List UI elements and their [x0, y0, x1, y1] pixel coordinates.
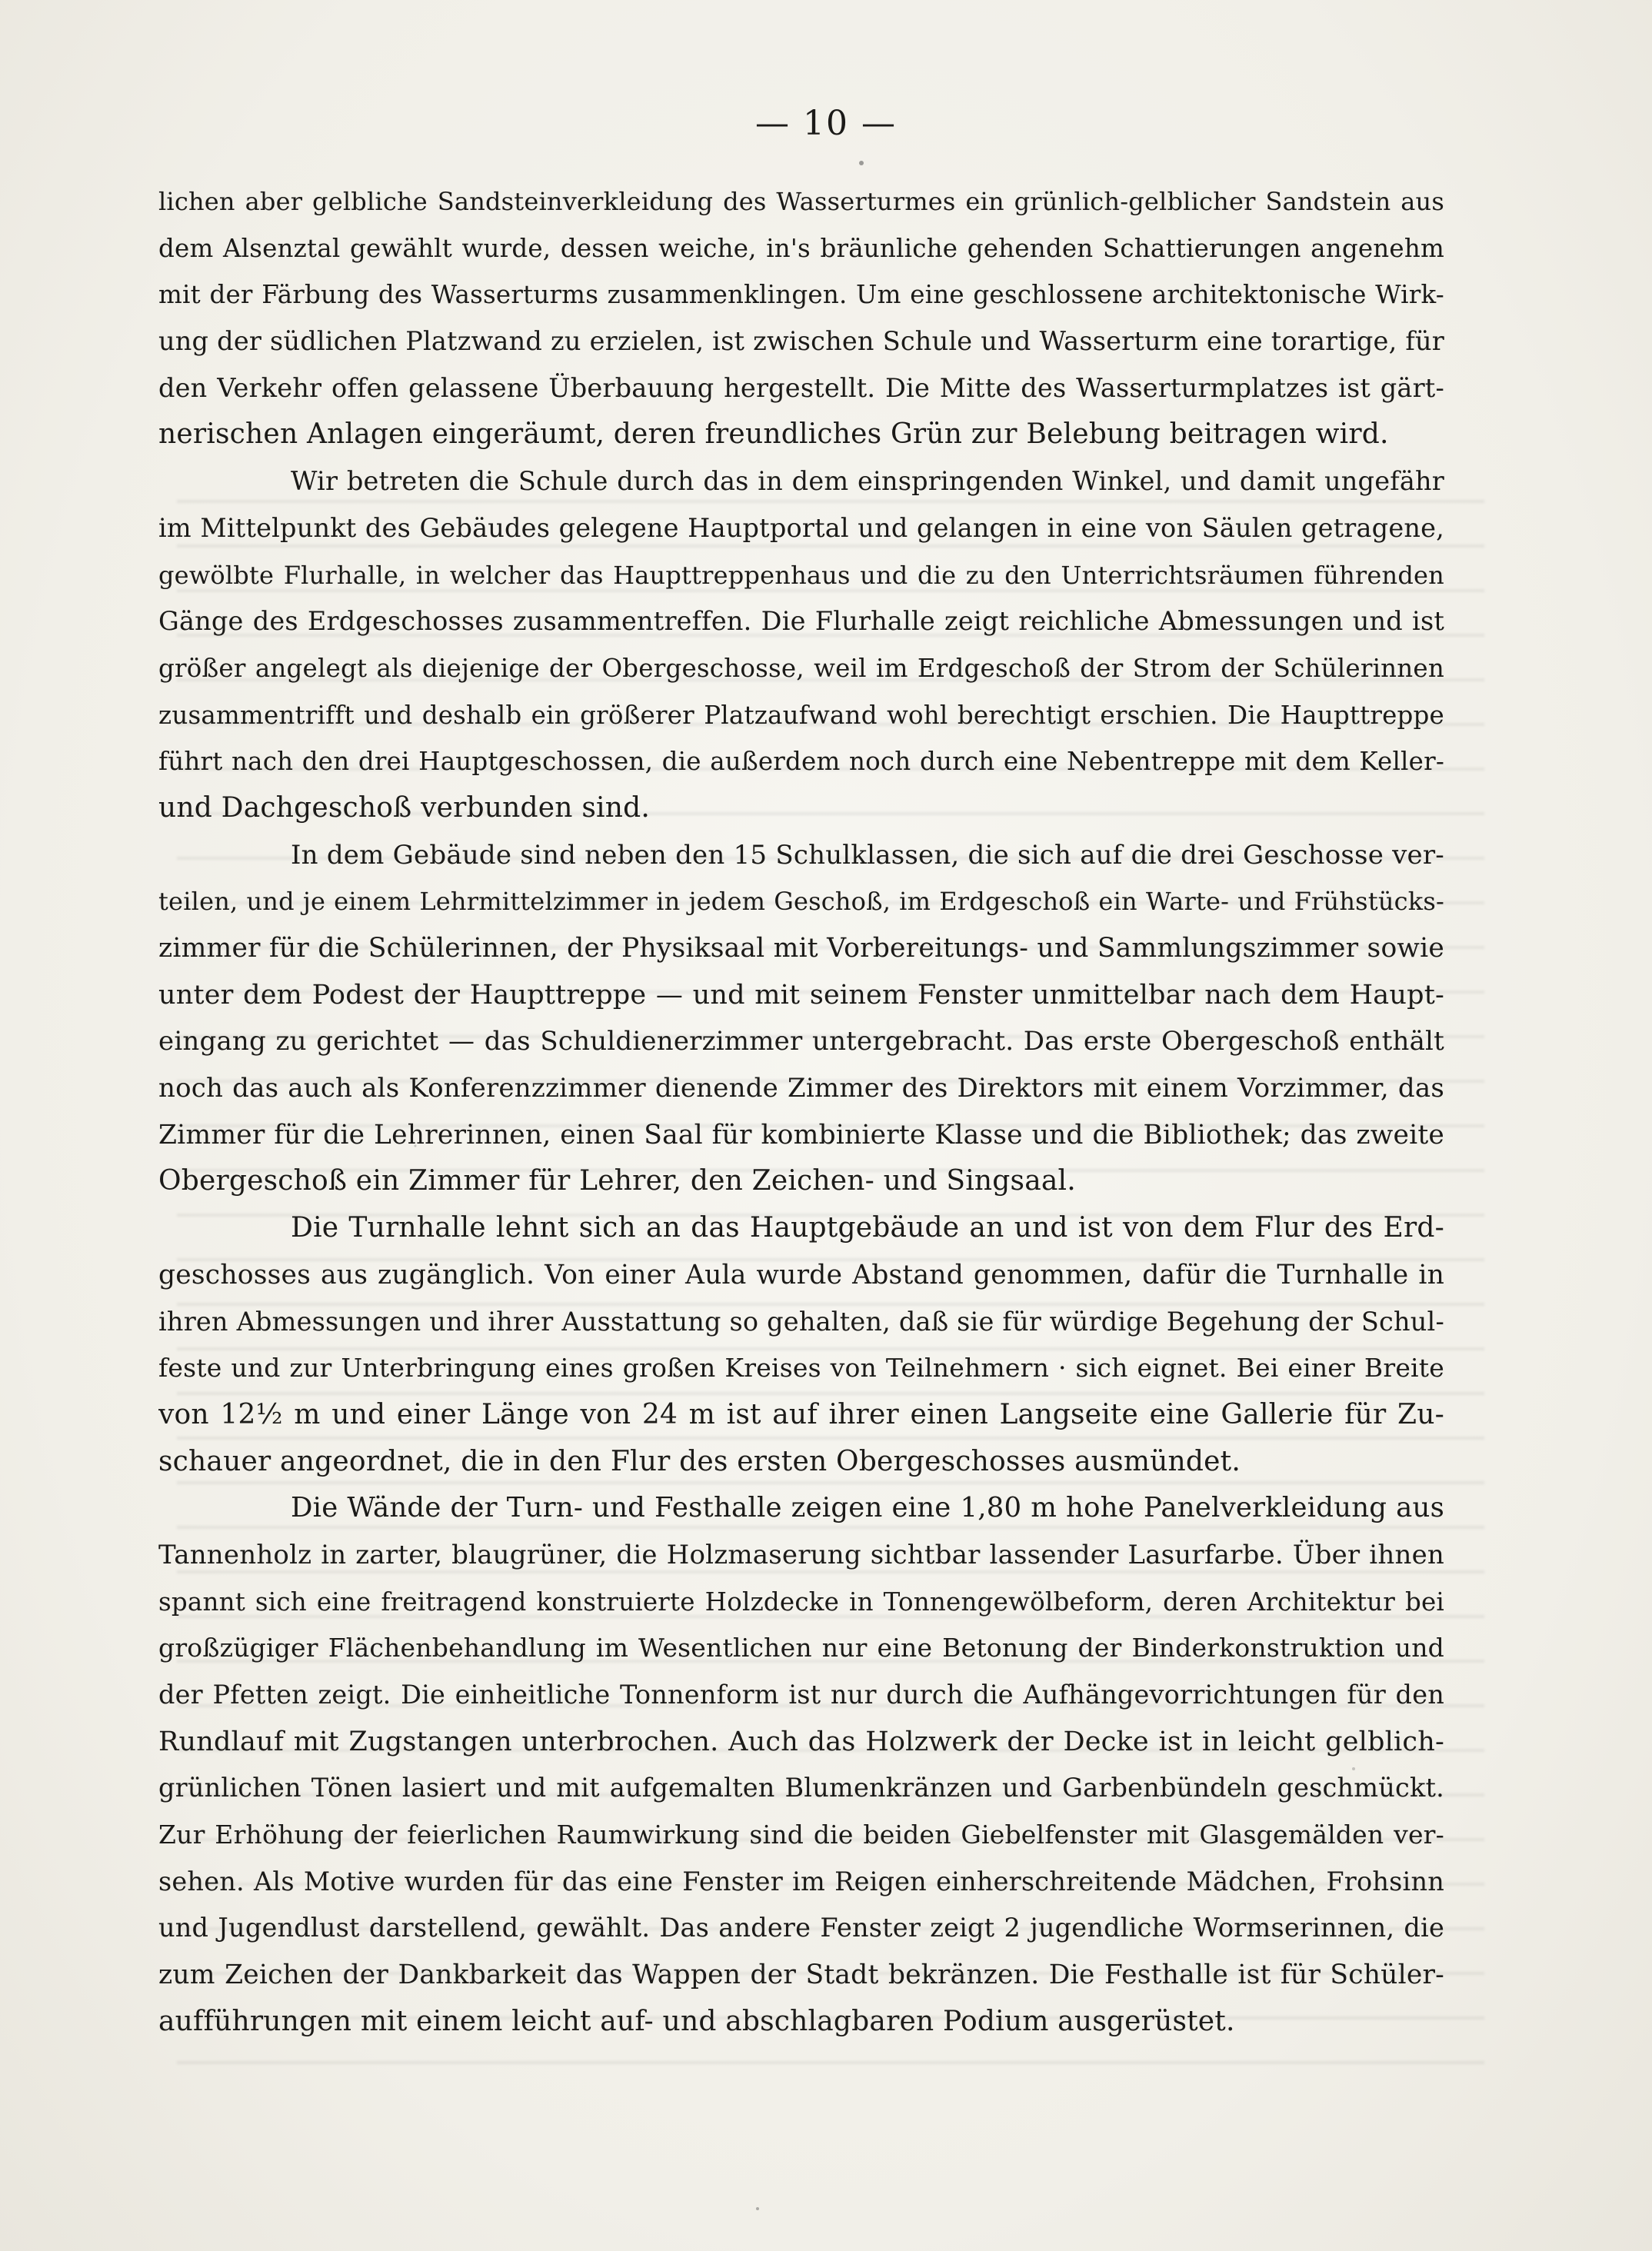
text-line: Obergeschoß ein Zimmer für Lehrer, den Zeichen- und Singsaal.	[158, 1165, 1076, 1197]
text-line: Tannenholz in zarter, blaugrüner, die Holzmaserung sichtbar lassender Lasurfarbe. Über ihnen	[158, 1539, 1444, 1570]
text-line: dem Alsenztal gewählt wurde, dessen weiche, in's bräunliche gehenden Schattierungen angenehm	[158, 233, 1444, 263]
text-line: zimmer für die Schülerinnen, der Physiksaal mit Vorbereitungs- und Sammlungszimmer sowie	[158, 933, 1444, 964]
text-line: unter dem Podest der Haupttreppe — und mit seinem Fenster unmittelbar nach dem Haupt-	[158, 979, 1444, 1011]
text-line: Zimmer für die Lehrerinnen, einen Saal für kombinierte Klasse und die Bibliothek; das zweite	[158, 1119, 1444, 1150]
text-line: Die Wände der Turn- und Festhalle zeigen eine 1,80 m hohe Panelverkleidung aus	[291, 1492, 1444, 1524]
text-line: großzügiger Flächenbehandlung im Wesentlichen nur eine Betonung der Binderkonstruktion und	[158, 1633, 1444, 1663]
text-line: größer angelegt als diejenige der Obergeschosse, weil im Erdgeschoß der Strom der Schülerinnen	[158, 653, 1444, 683]
text-line: Rundlauf mit Zugstangen unterbrochen. Auch das Holzwerk der Decke ist in leicht gelblich-	[158, 1726, 1444, 1757]
text-line: führt nach den drei Hauptgeschossen, die außerdem noch durch eine Nebentreppe mit dem Keller-	[158, 747, 1444, 777]
text-line: grünlichen Tönen lasiert und mit aufgemalten Blumenkränzen und Garbenbündeln geschmückt.	[158, 1773, 1444, 1803]
text-line: mit der Färbung des Wasserturms zusammenklingen. Um eine geschlossene architektonische Wirk-	[158, 280, 1444, 310]
text-line: Wir betreten die Schule durch das in dem einspringenden Winkel, und damit ungefähr	[291, 466, 1444, 497]
text-line: noch das auch als Konferenzzimmer dienende Zimmer des Direktors mit einem Vorzimmer, das	[158, 1073, 1444, 1104]
text-line: teilen, und je einem Lehrmittelzimmer in jedem Geschoß, im Erdgeschoß ein Warte- und Frühstücks-	[158, 887, 1444, 917]
text-line: Zur Erhöhung der feierlichen Raumwirkung sind die beiden Giebelfenster mit Glasgemälden ver-	[158, 1820, 1444, 1850]
text-line: den Verkehr offen gelassene Überbauung hergestellt. Die Mitte des Wasserturmplatzes ist gärt-	[158, 372, 1444, 403]
text-line: lichen aber gelbliche Sandsteinverkleidung des Wasserturmes ein grünlich-gelblicher Sandstein aus	[158, 187, 1444, 216]
text-line: aufführungen mit einem leicht auf- und abschlagbaren Podium ausgerüstet.	[158, 2005, 1235, 2037]
text-line: schauer angeordnet, die in den Flur des ersten Obergeschosses ausmündet.	[158, 1445, 1241, 1477]
text-line: In dem Gebäude sind neben den 15 Schulklassen, die sich auf die drei Geschosse ver-	[291, 839, 1444, 871]
text-line: sehen. Als Motive wurden für das eine Fenster im Reigen einherschreitende Mädchen, Frohsinn	[158, 1866, 1444, 1896]
text-line: gewölbte Flurhalle, in welcher das Haupttreppenhaus und die zu den Unterrichtsräumen führenden	[158, 560, 1444, 590]
text-line: und Dachgeschoß verbunden sind.	[158, 791, 650, 824]
page-number: — 10 —	[755, 104, 897, 143]
body-text	[158, 178, 1444, 2046]
text-line: eingang zu gerichtet — das Schuldienerzimmer untergebracht. Das erste Obergeschoß enthält	[158, 1026, 1444, 1057]
text-line: und Jugendlust darstellend, gewählt. Das andere Fenster zeigt 2 jugendliche Wormserinnen, die	[158, 1913, 1444, 1943]
text-line: zum Zeichen der Dankbarkeit das Wappen der Stadt bekränzen. Die Festhalle ist für Schüler-	[158, 1960, 1444, 1991]
text-line: ihren Abmessungen und ihrer Ausstattung so gehalten, daß sie für würdige Begehung der Schul-	[158, 1306, 1444, 1337]
text-line: geschosses aus zugänglich. Von einer Aula wurde Abstand genommen, dafür die Turnhalle in	[158, 1259, 1444, 1290]
text-line: im Mittelpunkt des Gebäudes gelegene Hauptportal und gelangen in eine von Säulen getragene,	[158, 512, 1444, 543]
text-line: Gänge des Erdgeschosses zusammentreffen. Die Flurhalle zeigt reichliche Abmessungen und ist	[158, 606, 1444, 637]
text-line: der Pfetten zeigt. Die einheitliche Tonnenform ist nur durch die Aufhängevorrichtungen für den	[158, 1680, 1444, 1710]
text-line: von 12½ m und einer Länge von 24 m ist auf ihrer einen Langseite eine Gallerie für Zu-	[158, 1398, 1444, 1430]
text-line: spannt sich eine freitragend konstruierte Holzdecke in Tonnengewölbeform, deren Architektur bei	[158, 1587, 1444, 1617]
text-line: feste und zur Unterbringung eines großen Kreises von Teilnehmern · sich eignet. Bei einer Breite	[158, 1353, 1444, 1384]
text-line: zusammentrifft und deshalb ein größerer Platzaufwand wohl berechtigt erschien. Die Haupttreppe	[158, 700, 1444, 730]
text-line: ung der südlichen Platzwand zu erzielen, ist zwischen Schule und Wasserturm eine torartige, für	[158, 326, 1444, 357]
text-line: nerischen Anlagen eingeräumt, deren freundliches Grün zur Belebung beitragen wird.	[158, 418, 1389, 451]
text-line: Die Turnhalle lehnt sich an das Hauptgebäude an und ist von dem Flur des Erd-	[291, 1212, 1444, 1244]
